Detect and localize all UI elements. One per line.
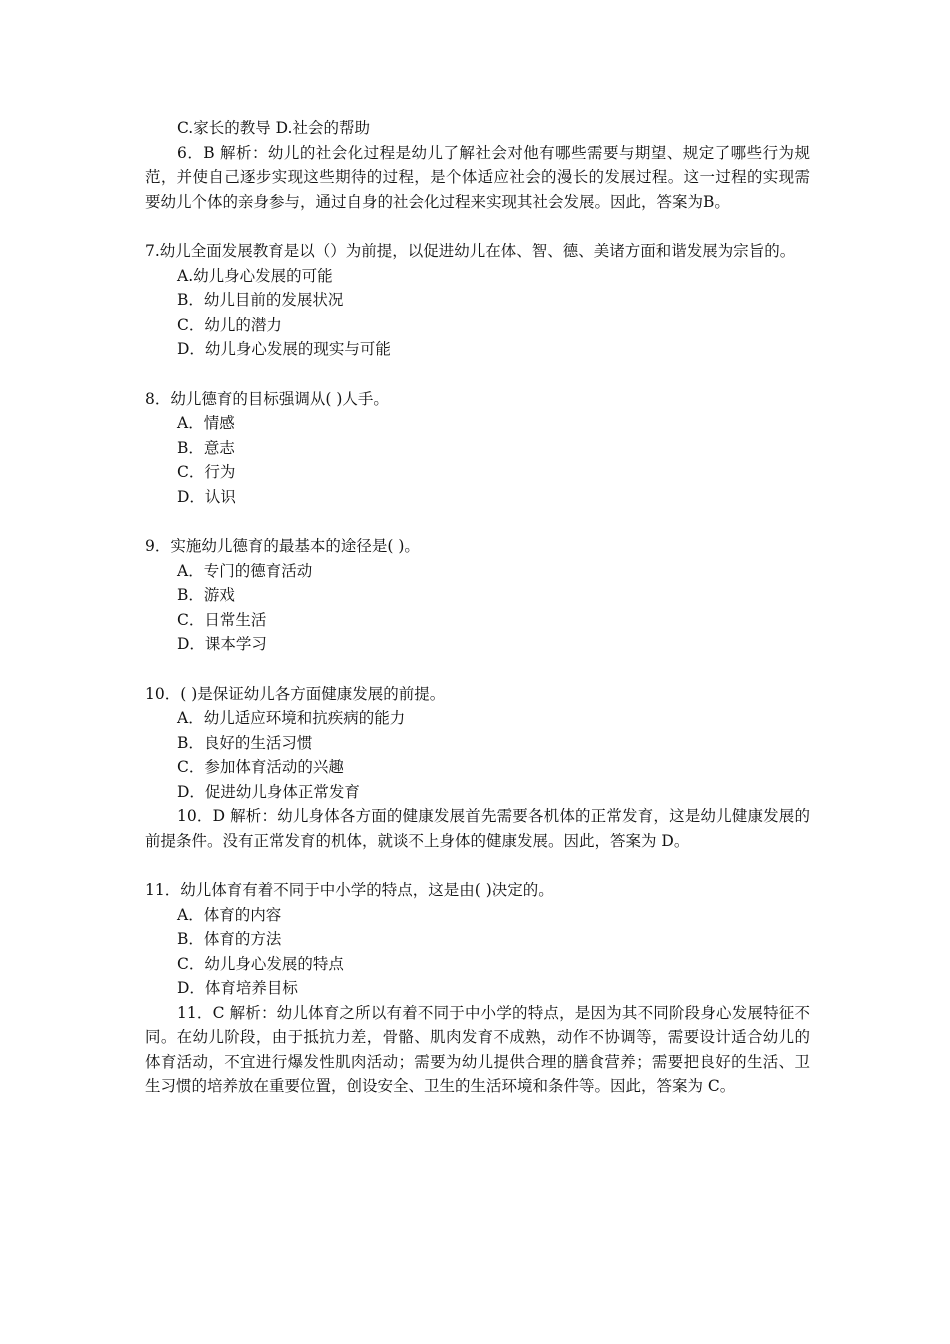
option-a: A．幼儿适应环境和抗疾病的能力 (177, 709, 406, 727)
spacer (145, 509, 810, 534)
question-stem: 9．实施幼儿德育的最基本的途径是( )。 (145, 537, 420, 555)
option-d: D．幼儿身心发展的现实与可能 (177, 340, 391, 358)
spacer (145, 657, 810, 682)
q5-options-line: C.家长的教导 D.社会的帮助 (177, 119, 370, 137)
question-stem: 7.幼儿全面发展教育是以（）为前提，以促进幼儿在体、智、德、美诸方面和谐发展为宗旨的。 (145, 242, 796, 260)
spacer (145, 362, 810, 387)
option-b: B．意志 (177, 438, 235, 457)
option-d: D．课本学习 (177, 635, 267, 653)
question-8 (145, 387, 810, 510)
document-page (145, 116, 810, 1099)
question-stem: 11．幼儿体育有着不同于中小学的特点，这是由( )决定的。 (145, 881, 554, 899)
option-c: C．幼儿的潜力 (177, 315, 282, 334)
question-stem: 8．幼儿德育的目标强调从( )人手。 (145, 389, 389, 408)
option-a: A．体育的内容 (177, 905, 282, 924)
q6-analysis: 6．B 解析：幼儿的社会化过程是幼儿了解社会对他有哪些需要与期望、规定了哪些行为规范，并使自己逐步实现这些期待的过程，是个体适应社会的漫长的发展过程。这一过程的实现需要幼儿个体的亲身参与，通过自身的社会化过程来实现其社会发展。因此，答案为B。 (145, 143, 810, 211)
option-a: A．情感 (177, 414, 235, 432)
option-b: B．体育的方法 (177, 930, 282, 948)
option-d: D．体育培养目标 (177, 979, 298, 997)
question-11 (145, 878, 810, 1099)
option-b: B．游戏 (177, 586, 235, 604)
option-c: C．幼儿身心发展的特点 (177, 954, 344, 973)
option-d: D．促进幼儿身体正常发育 (177, 782, 360, 801)
option-c: C．日常生活 (177, 610, 267, 629)
option-b: B．良好的生活习惯 (177, 733, 313, 752)
option-c: C．参加体育活动的兴趣 (177, 758, 344, 776)
option-a: A.幼儿身心发展的可能 (177, 266, 333, 285)
spacer (145, 853, 810, 878)
option-a: A．专门的德育活动 (177, 561, 313, 580)
answer-analysis: 10．D 解析：幼儿身体各方面的健康发展首先需要各机体的正常发育，这是幼儿健康发展的前提条件。没有正常发育的机体，就谈不上身体的健康发展。因此，答案为 D。 (145, 807, 810, 850)
question-7 (145, 239, 810, 362)
spacer (145, 214, 810, 239)
option-c: C．行为 (177, 463, 236, 481)
option-d: D．认识 (177, 487, 236, 506)
question-9 (145, 534, 810, 657)
answer-analysis: 11．C 解析：幼儿体育之所以有着不同于中小学的特点，是因为其不同阶段身心发展特征不同。在幼儿阶段，由于抵抗力差，骨骼、肌肉发育不成熟，动作不协调等，需要设计适合幼儿的体育活动，不宜进行爆发性肌肉活动；需要为幼儿提供合理的膳食营养；需要把良好的生活、卫生习惯的培养放在重要位置，创设安全、卫生的生活环境和条件等。因此，答案为 C。 (145, 1003, 810, 1095)
question-10 (145, 682, 810, 854)
question-stem: 10．( )是保证幼儿各方面健康发展的前提。 (145, 684, 446, 703)
option-b: B．幼儿目前的发展状况 (177, 291, 344, 309)
